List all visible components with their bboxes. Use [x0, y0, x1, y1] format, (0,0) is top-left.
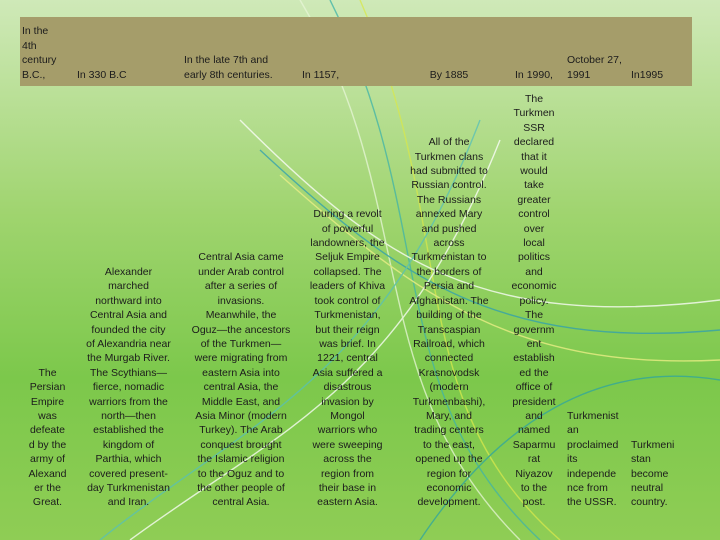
- event-arab-control: Central Asia came under Arab control after a series of invasions. Meanwhile, the Oguz—the ancestors of the Turkmen— were migrating from eastern Asia into central Asia, the Middle East, and Asia Minor (modern Turkey). The Arab conquest brought the Islamic religion to the Oguz and to the other people of central Asia.: [191, 251, 291, 509]
- date-330-bc: In 330 B.C: [75, 17, 182, 86]
- event-persian-empire-defeat: The Persian Empire was defeate d by the army of Alexand er the Great.: [28, 366, 67, 509]
- date-7th-8th-centuries: In the late 7th and early 8th centuries.: [182, 17, 300, 86]
- event-russian-control: All of the Turkmen clans had submitted to Russian control. The Russians annexed Mary and pushed across Turkmenistan to the borders of Persia and Afghanistan. The building of the Transcaspian Railroad, which connected Krasnovodsk (modern Turkmenbashi), Mary, and trading centers to the east, opened up the region for economic development.: [409, 136, 489, 509]
- date-4th-century-bc: In the 4th century B.C.,: [20, 17, 75, 86]
- date-1157: In 1157,: [300, 17, 395, 86]
- event-independence: Turkmenist an proclaimed its independe nce from the USSR.: [567, 409, 619, 509]
- timeline-header-row: [20, 17, 692, 86]
- turkmenistan-timeline-table: [20, 17, 692, 519]
- date-1990: In 1990,: [503, 17, 565, 86]
- date-october-1991: October 27, 1991: [565, 17, 629, 86]
- date-1885: By 1885: [395, 17, 503, 86]
- event-neutrality: Turkmeni stan become neutral country.: [631, 438, 675, 509]
- event-seljuk-collapse: During a revolt of powerful landowners, the Seljuk Empire collapsed. The leaders of Khiva took control of Turkmenistan, but their reign was brief. In 1221, central Asia suffered a disastrous invasion by Mongol warriors who were sweeping across the region from their base in eastern Asia.: [309, 208, 386, 509]
- timeline-events-row: [20, 86, 692, 519]
- event-turkmen-ssr-declaration: The Turkmen SSR declared that it would take greater control over local politics and economic policy. The governm ent establish ed the office of president and named Saparmu rat Niyazov to the post.: [511, 93, 557, 509]
- date-1995: In1995: [629, 17, 692, 86]
- event-alexander-central-asia: Alexander marched northward into Central Asia and founded the city of Alexandria near the Murgab River. The Scythians— fierce, nomadic warriors from the north—then established the kingdom of Parthia, which covered present- day Turkmenistan and Iran.: [86, 265, 171, 509]
